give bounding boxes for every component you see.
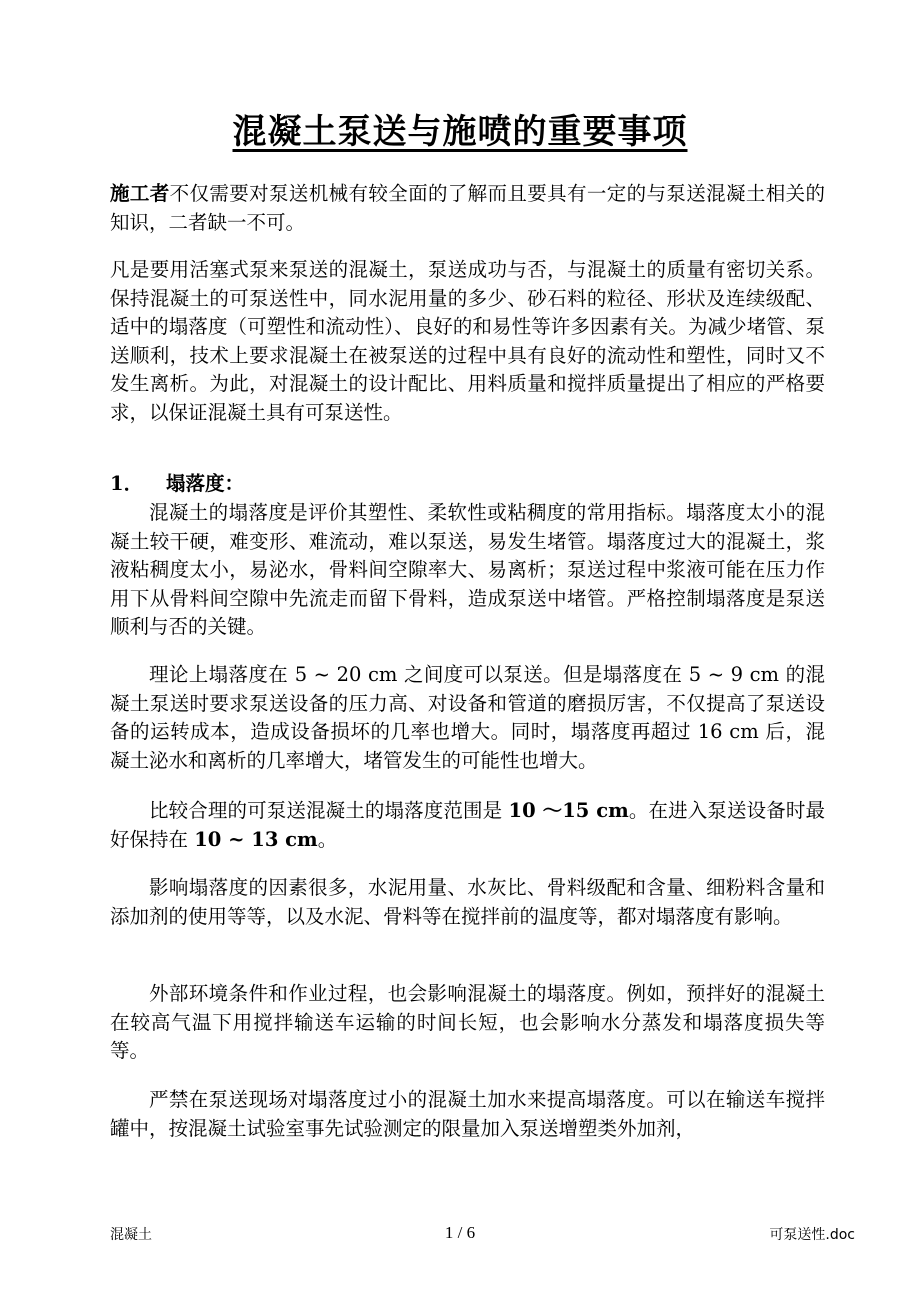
section-number: 1． (110, 472, 144, 495)
intro-text: 不仅需要对泵送机械有较全面的了解而且要具有一定的与泵送混凝土相关的知识，二者缺一不可。 (110, 182, 825, 234)
section-heading (110, 470, 244, 499)
footer-left: 混凝土 (110, 1227, 152, 1243)
footer-page-number: 1 / 6 (444, 1223, 476, 1242)
section-paragraph-1: 混凝土的塌落度是评价其塑性、柔软性或粘稠度的常用指标。塌落度太小的混凝土较干硬，难变形、难流动，难以泵送，易发生堵管。塌落度过大的混凝土，浆液粘稠度太小，易泌水，骨料间空隙率大、易离析；泵送过程中浆液可能在压力作用下从骨料间空隙中先流走而留下骨料，造成泵送中堵管。严格控制塌落度是泵送顺利与否的关键。 (110, 501, 825, 639)
intro-paragraph (110, 180, 825, 237)
section-paragraph-6: 严禁在泵送现场对塌落度过小的混凝土加水来提高塌落度。可以在输送车搅拌罐中，按混凝土试验室事先试验测定的限量加入泵送增塑类外加剂， (110, 1088, 825, 1140)
p3-range-bold-2: 10 ~ 13 cm (194, 827, 318, 851)
section-title: 塌落度： (166, 472, 245, 495)
p3-range-bold: 10 ～15 cm (508, 799, 629, 822)
intro-bold-lead: 施工者 (110, 182, 170, 205)
document-title: 混凝土泵送与施喷的重要事项 (232, 112, 688, 152)
section-paragraph-4: 影响塌落度的因素很多，水泥用量、水灰比、骨料级配和含量、细粉料含量和添加剂的使用等等，以及水泥、骨料等在搅拌前的温度等，都对塌落度有影响。 (110, 876, 825, 928)
section-paragraph-5: 外部环境条件和作业过程，也会影响混凝土的塌落度。例如，预拌好的混凝土在较高气温下用搅拌输送车运输的时间长短，也会影响水分蒸发和塌落度损失等等。 (110, 982, 825, 1063)
p3-text-c: 。在进入泵送设备时最好保持在 (110, 799, 825, 851)
footer-right: 可泵送性.doc (769, 1227, 855, 1243)
section-paragraph-3 (110, 797, 825, 854)
section-paragraph-2: 理论上塌落度在 5 ~ 20 cm 之间度可以泵送。但是塌落度在 5 ~ 9 cm 的混凝土泵送时要求泵送设备的压力高、对设备和管道的磨损厉害，不仅提高了泵送设备的运转成本，造成设备损坏的几率也增大。同时，塌落度再超过 16 cm 后，混凝土泌水和离析的几率增大，堵管发生的可能性也增大。 (110, 663, 825, 772)
p3-text-a: 比较合理的可泵送混凝土的塌落度范围是 (149, 799, 509, 822)
paragraph-2: 凡是要用活塞式泵来泵送的混凝土，泵送成功与否，与混凝土的质量有密切关系。保持混凝土的可泵送性中，同水泥用量的多少、砂石料的粒径、形状及连续级配、适中的塌落度（可塑性和流动性）、良好的和易性等许多因素有关。为减少堵管、泵送顺利，技术上要求混凝土在被泵送的过程中具有良好的流动性和塑性，同时又不发生离析。为此，对混凝土的设计配比、用料质量和搅拌质量提出了相应的严格要求，以保证混凝土具有可泵送性。 (110, 258, 825, 424)
p3-text-e: 。 (317, 827, 338, 851)
